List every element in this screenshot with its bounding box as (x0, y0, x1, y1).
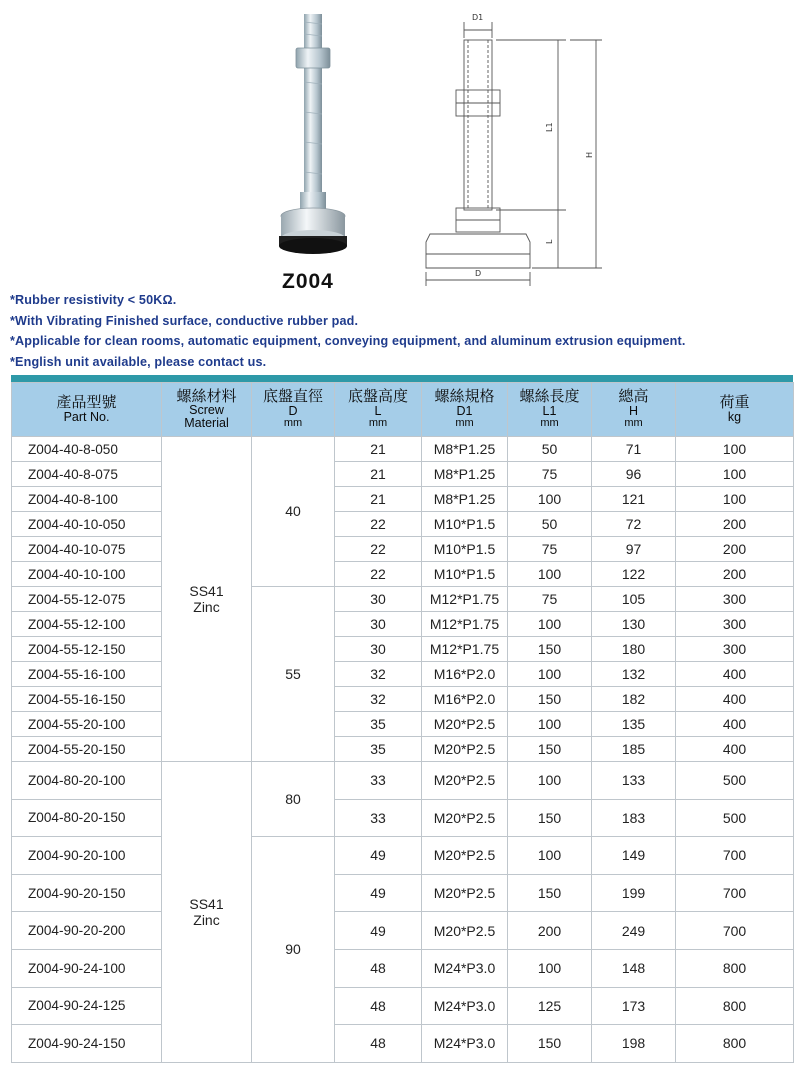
thread-cell: M24*P3.0 (422, 987, 508, 1025)
part-no-cell: Z004-90-20-150 (12, 874, 162, 912)
header-zh: 螺絲材料 (176, 386, 237, 405)
load-cell: 400 (676, 687, 794, 712)
total-height-cell: 130 (592, 612, 676, 637)
header-en: kg (727, 409, 742, 424)
load-cell: 500 (676, 799, 794, 837)
part-no-cell: Z004-40-8-050 (12, 437, 162, 462)
thread-cell: M24*P3.0 (422, 1025, 508, 1063)
load-cell: 800 (676, 949, 794, 987)
height-cell: 33 (335, 799, 422, 837)
load-cell: 700 (676, 912, 794, 950)
thread-cell: M8*P1.25 (422, 437, 508, 462)
header-zh: 螺絲規格 (434, 387, 495, 406)
height-cell: 21 (335, 487, 422, 512)
thread-cell: M8*P1.25 (422, 462, 508, 487)
total-height-cell: 105 (592, 587, 676, 612)
header-unit: mm (368, 417, 388, 430)
load-cell: 800 (676, 987, 794, 1025)
product-photo (262, 12, 372, 264)
height-cell: 22 (335, 537, 422, 562)
thread-cell: M20*P2.5 (422, 737, 508, 762)
load-cell: 100 (676, 437, 794, 462)
screw-length-cell: 100 (508, 762, 592, 800)
total-height-cell: 185 (592, 737, 676, 762)
note-item: *Applicable for clean rooms, automatic equipment, conveying equipment, and aluminum extrusion equipment. (10, 334, 686, 349)
header-en: H (628, 404, 639, 419)
screw-length-cell: 125 (508, 987, 592, 1025)
dim-label-l1: L1 (545, 122, 554, 132)
diameter-cell: 90 (252, 837, 335, 1063)
height-cell: 22 (335, 562, 422, 587)
thread-cell: M20*P2.5 (422, 874, 508, 912)
table-row (12, 1025, 794, 1063)
table-row (12, 874, 794, 912)
header-zh: 螺絲長度 (519, 387, 580, 406)
total-height-cell: 71 (592, 437, 676, 462)
total-height-cell: 132 (592, 662, 676, 687)
screw-length-cell: 100 (508, 487, 592, 512)
part-no-cell: Z004-55-12-100 (12, 612, 162, 637)
part-no-cell: Z004-55-12-150 (12, 637, 162, 662)
total-height-cell: 96 (592, 462, 676, 487)
screw-length-cell: 200 (508, 912, 592, 950)
table-row (12, 487, 794, 512)
load-cell: 300 (676, 637, 794, 662)
load-cell: 700 (676, 837, 794, 875)
note-item: *With Vibrating Finished surface, conductive rubber pad. (10, 313, 359, 328)
table-row (12, 562, 794, 587)
height-cell: 49 (335, 837, 422, 875)
table-row (12, 987, 794, 1025)
header-unit: mm (624, 417, 643, 430)
dim-label-l: L (545, 239, 554, 244)
header-en: D1 (456, 404, 473, 419)
header-unit: Material (184, 416, 229, 431)
header-height (335, 383, 422, 437)
height-cell: 33 (335, 762, 422, 800)
thread-cell: M10*P1.5 (422, 512, 508, 537)
table-row (12, 437, 794, 462)
height-cell: 49 (335, 874, 422, 912)
screw-length-cell: 150 (508, 637, 592, 662)
thread-cell: M12*P1.75 (422, 587, 508, 612)
screw-length-cell: 50 (508, 437, 592, 462)
header-part-no (12, 383, 162, 437)
part-no-cell: Z004-55-20-150 (12, 737, 162, 762)
part-no-cell: Z004-55-12-075 (12, 587, 162, 612)
load-cell: 700 (676, 874, 794, 912)
spec-table (11, 382, 794, 1063)
screw-length-cell: 100 (508, 837, 592, 875)
header-zh: 產品型號 (56, 393, 117, 412)
table-row (12, 837, 794, 875)
load-cell: 500 (676, 762, 794, 800)
height-cell: 21 (335, 462, 422, 487)
load-cell: 300 (676, 612, 794, 637)
header-unit: mm (455, 417, 474, 430)
material-line: Zinc (193, 599, 220, 615)
screw-length-cell: 75 (508, 462, 592, 487)
table-top-bar (11, 375, 793, 382)
header-zh: 底盤高度 (347, 387, 408, 406)
screw-length-cell: 150 (508, 874, 592, 912)
thread-cell: M20*P2.5 (422, 837, 508, 875)
header-load (676, 383, 794, 437)
total-height-cell: 135 (592, 712, 676, 737)
diameter-cell: 80 (252, 762, 335, 837)
header-unit: mm (540, 417, 559, 430)
height-cell: 32 (335, 687, 422, 712)
table-row (12, 612, 794, 637)
material-line: SS41 (189, 895, 224, 912)
table-row (12, 912, 794, 950)
dim-label-h: H (585, 151, 594, 158)
screw-length-cell: 150 (508, 799, 592, 837)
thread-cell: M16*P2.0 (422, 687, 508, 712)
total-height-cell: 198 (592, 1025, 676, 1063)
total-height-cell: 72 (592, 512, 676, 537)
thread-cell: M12*P1.75 (422, 612, 508, 637)
total-height-cell: 149 (592, 837, 676, 875)
header-en: D (288, 404, 298, 419)
thread-cell: M16*P2.0 (422, 662, 508, 687)
part-no-cell: Z004-40-10-050 (12, 512, 162, 537)
part-no-cell: Z004-80-20-150 (12, 799, 162, 837)
total-height-cell: 182 (592, 687, 676, 712)
header-zh: 總高 (618, 387, 649, 406)
screw-length-cell: 75 (508, 537, 592, 562)
material-line: Zinc (193, 911, 220, 928)
part-no-cell: Z004-80-20-100 (12, 762, 162, 800)
screw-length-cell: 150 (508, 687, 592, 712)
thread-cell: M24*P3.0 (422, 949, 508, 987)
table-row (12, 799, 794, 837)
dim-label-d: D (475, 269, 482, 278)
screw-length-cell: 100 (508, 612, 592, 637)
total-height-cell: 97 (592, 537, 676, 562)
thread-cell: M10*P1.5 (422, 537, 508, 562)
part-no-cell: Z004-40-8-100 (12, 487, 162, 512)
part-no-cell: Z004-90-24-125 (12, 987, 162, 1025)
table-row (12, 587, 794, 612)
header-en: L1 (542, 404, 557, 419)
dimension-drawing (420, 10, 620, 290)
total-height-cell: 183 (592, 799, 676, 837)
dim-label-d1: D1 (472, 13, 484, 22)
load-cell: 400 (676, 662, 794, 687)
screw-length-cell: 150 (508, 1025, 592, 1063)
load-cell: 100 (676, 487, 794, 512)
thread-cell: M20*P2.5 (422, 712, 508, 737)
load-cell: 300 (676, 587, 794, 612)
height-cell: 30 (335, 637, 422, 662)
load-cell: 400 (676, 712, 794, 737)
screw-length-cell: 100 (508, 712, 592, 737)
part-no-cell: Z004-40-8-075 (12, 462, 162, 487)
height-cell: 35 (335, 737, 422, 762)
header-diameter (252, 383, 335, 437)
height-cell: 22 (335, 512, 422, 537)
load-cell: 200 (676, 537, 794, 562)
header-en: L (374, 404, 382, 419)
model-label: Z004 (282, 270, 334, 293)
part-no-cell: Z004-55-20-100 (12, 712, 162, 737)
load-cell: 100 (676, 462, 794, 487)
total-height-cell: 122 (592, 562, 676, 587)
part-no-cell: Z004-90-20-100 (12, 837, 162, 875)
part-no-cell: Z004-40-10-100 (12, 562, 162, 587)
part-no-cell: Z004-55-16-100 (12, 662, 162, 687)
notes-list (10, 290, 795, 372)
thread-cell: M20*P2.5 (422, 762, 508, 800)
height-cell: 35 (335, 712, 422, 737)
total-height-cell: 133 (592, 762, 676, 800)
height-cell: 21 (335, 437, 422, 462)
load-cell: 400 (676, 737, 794, 762)
total-height-cell: 121 (592, 487, 676, 512)
table-row (12, 737, 794, 762)
total-height-cell: 148 (592, 949, 676, 987)
table-row (12, 712, 794, 737)
table-row (12, 687, 794, 712)
spec-table-container (11, 375, 793, 1063)
load-cell: 800 (676, 1025, 794, 1063)
total-height-cell: 173 (592, 987, 676, 1025)
header-material (162, 383, 252, 437)
height-cell: 30 (335, 587, 422, 612)
diameter-cell: 55 (252, 587, 335, 762)
part-no-cell: Z004-90-24-150 (12, 1025, 162, 1063)
diameter-cell: 40 (252, 437, 335, 587)
header-zh: 荷重 (719, 393, 750, 412)
total-height-cell: 180 (592, 637, 676, 662)
spec-table-body (12, 437, 794, 1063)
part-no-cell: Z004-40-10-075 (12, 537, 162, 562)
screw-length-cell: 50 (508, 512, 592, 537)
table-row (12, 512, 794, 537)
table-row (12, 637, 794, 662)
thread-cell: M20*P2.5 (422, 912, 508, 950)
note-item: *English unit available, please contact us. (10, 354, 267, 369)
note-item: *Rubber resistivity < 50KΩ. (10, 293, 177, 307)
height-cell: 48 (335, 949, 422, 987)
header-unit: mm (283, 417, 303, 430)
total-height-cell: 199 (592, 874, 676, 912)
header-total-height (592, 383, 676, 437)
material-cell (162, 437, 252, 762)
height-cell: 48 (335, 987, 422, 1025)
screw-length-cell: 150 (508, 737, 592, 762)
header-en: Part No. (63, 409, 110, 424)
header-zh: 底盤直徑 (262, 387, 323, 406)
height-cell: 48 (335, 1025, 422, 1063)
table-row (12, 537, 794, 562)
part-no-cell: Z004-55-16-150 (12, 687, 162, 712)
load-cell: 200 (676, 562, 794, 587)
table-row (12, 762, 794, 800)
height-cell: 32 (335, 662, 422, 687)
load-cell: 200 (676, 512, 794, 537)
header-row (12, 383, 794, 437)
thread-cell: M10*P1.5 (422, 562, 508, 587)
height-cell: 30 (335, 612, 422, 637)
table-row (12, 662, 794, 687)
total-height-cell: 249 (592, 912, 676, 950)
screw-length-cell: 100 (508, 562, 592, 587)
screw-length-cell: 100 (508, 949, 592, 987)
thread-cell: M20*P2.5 (422, 799, 508, 837)
header-thread (422, 383, 508, 437)
height-cell: 49 (335, 912, 422, 950)
material-cell (162, 762, 252, 1063)
table-row (12, 949, 794, 987)
screw-length-cell: 100 (508, 662, 592, 687)
header-en: Screw (189, 403, 224, 418)
material-line: SS41 (189, 582, 224, 599)
header-screw-length (508, 383, 592, 437)
screw-length-cell: 75 (508, 587, 592, 612)
thread-cell: M12*P1.75 (422, 637, 508, 662)
thread-cell: M8*P1.25 (422, 487, 508, 512)
part-no-cell: Z004-90-20-200 (12, 912, 162, 950)
table-row (12, 462, 794, 487)
part-no-cell: Z004-90-24-100 (12, 949, 162, 987)
